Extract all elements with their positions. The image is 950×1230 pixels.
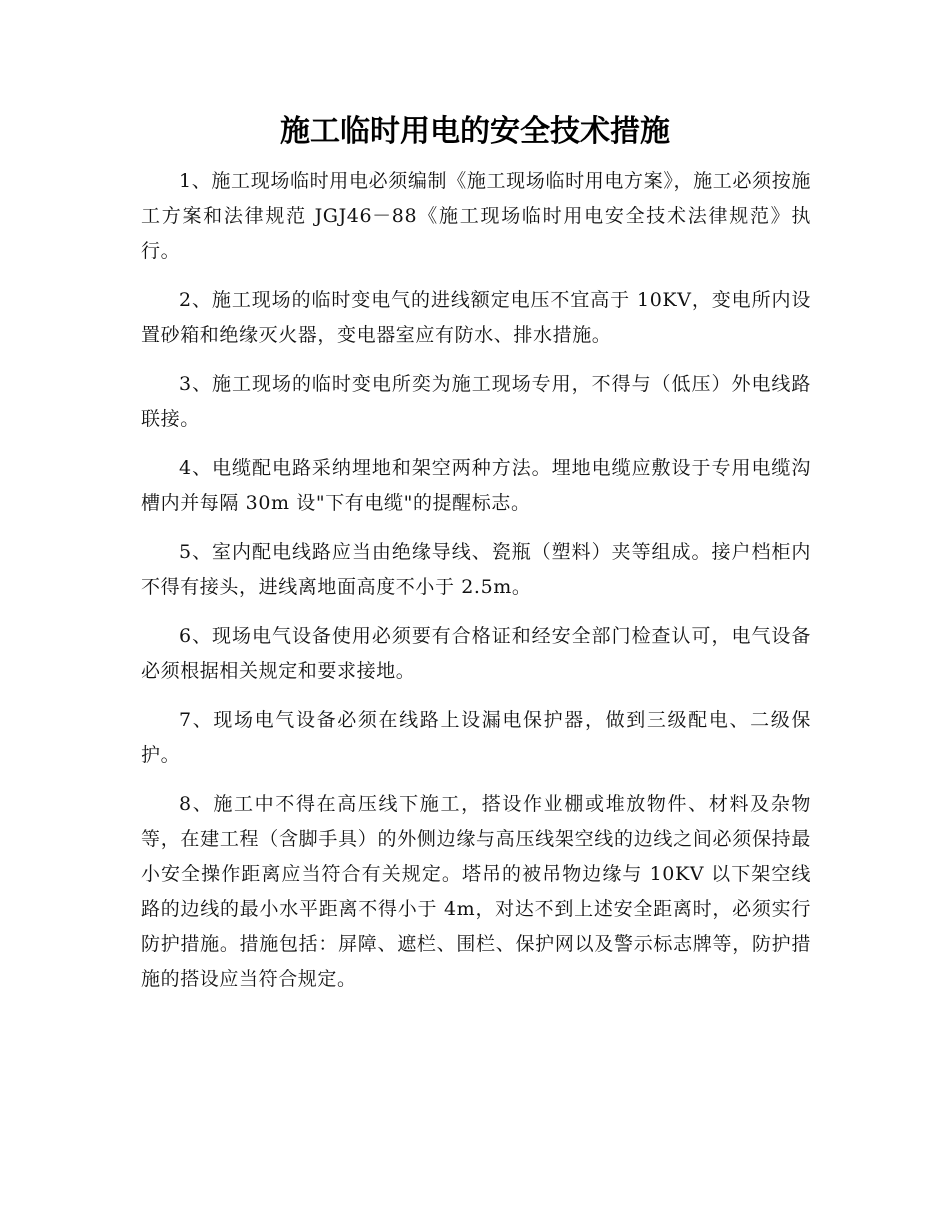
paragraph-5: 5、室内配电线路应当由绝缘导线、瓷瓶（塑料）夹等组成。接户档柜内不得有接头，进线离地面高度不小于 2.5m。 (141, 541, 811, 598)
document-body (141, 164, 811, 1011)
paragraph-4: 4、电缆配电路采纳埋地和架空两种方法。埋地电缆应敷设于专用电缆沟槽内并每隔 30m 设"下有电缆"的提醒标志。 (141, 457, 811, 514)
paragraph-1: 1、施工现场临时用电必须编制《施工现场临时用电方案》，施工必须按施工方案和法律规范 JGJ46－88《施工现场临时用电安全技术法律规范》执行。 (141, 170, 811, 262)
paragraph-3: 3、施工现场的临时变电所奕为施工现场专用，不得与（低压）外电线路联接。 (141, 373, 811, 430)
paragraph-2: 2、施工现场的临时变电气的进线额定电压不宜高于 10KV，变电所内设置砂箱和绝缘灭火器，变电器室应有防水、排水措施。 (141, 289, 811, 346)
paragraph-8: 8、施工中不得在高压线下施工，搭设作业棚或堆放物件、材料及杂物等，在建工程（含脚手具）的外侧边缘与高压线架空线的边线之间必须保持最小安全操作距离应当符合有关规定。塔吊的被吊物边缘与 10KV 以下架空线路的边线的最小水平距离不得小于 4m，对达不到上述安全距离时，必须实行防护措施。措施包括：屏障、遮栏、围栏、保护网以及警示标志牌等，防护措施的搭设应当符合规定。 (141, 793, 811, 990)
paragraph-7: 7、现场电气设备必须在线路上设漏电保护器，做到三级配电、二级保护。 (141, 709, 811, 766)
paragraph-6: 6、现场电气设备使用必须要有合格证和经安全部门检查认可，电气设备必须根据相关规定和要求接地。 (141, 625, 811, 682)
document-title: 施工临时用电的安全技术措施 (280, 114, 670, 149)
